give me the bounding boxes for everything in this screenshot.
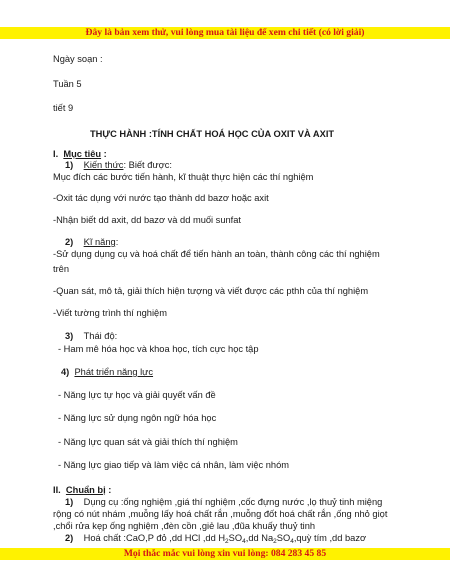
chemicals-text: SO [228,533,243,543]
competency-heading [61,366,153,378]
skills-line: -Viết tường trình thí nghiệm [53,308,167,318]
item-number: 1) [65,160,74,170]
item-number: 4) [61,367,70,377]
competency-line: - Năng lực quan sát và giải thích thí nghiệm [58,437,238,447]
attitude-heading [65,330,117,342]
subscript: 2 [273,538,277,545]
equipment-text: Dụng cụ :ống nghiệm ,giá thí nghiệm ,cốc đựng nước ,lọ thuỷ tinh miệng [83,497,383,507]
prep-date-label: Ngày soạn : [53,54,103,64]
item-number: 1) [65,497,74,507]
section-colon: : [105,485,112,495]
equipment-line: rộng có nút nhám ,muỗng lấy hoá chất rắn ,muỗng đốt hoá chất rắn ,ống nhỏ giọt [53,509,388,519]
chemicals-line [65,532,366,548]
knowledge-heading [65,159,172,171]
item-number: 3) [65,331,74,341]
week-label: Tuần 5 [53,79,82,89]
attitude-label: Thái độ: [83,331,118,341]
skills-rest: : [115,237,119,247]
item-number: 2) [65,237,74,247]
competency-line: - Năng lực tự học và giải quyết vấn đề [58,390,216,400]
skills-line: trên [53,264,70,274]
section-title: Chuẩn bị [65,485,106,495]
knowledge-line: Mục đích các bước tiến hành, kĩ thuật thực hiện các thí nghiệm [53,172,314,182]
preview-banner [0,27,450,39]
equipment-line [65,496,382,508]
chemicals-text: SO [276,533,291,543]
page-title: THỰC HÀNH :TÍNH CHẤT HOÁ HỌC CỦA OXIT VÀ AXIT [90,129,335,139]
section-number: II. [53,485,61,495]
competency-line: - Năng lực giao tiếp và làm việc cá nhân, làm việc nhóm [58,460,290,470]
preview-banner-text: Đây là bản xem thử, vui lòng mua tài liệu để xem chi tiết (có lời giải) [85,27,365,38]
lesson-label: tiết 9 [53,103,74,113]
subscript: 4 [242,538,246,545]
attitude-line: - Ham mê hóa học và khoa học, tích cực học tập [58,344,259,354]
section-preparation-heading [53,484,111,496]
knowledge-line: -Nhận biết dd axit, dd bazơ và dd muối sunfat [53,215,242,225]
skills-line: -Quan sát, mô tả, giải thích hiện tượng và viết được các pthh của thí nghiệm [53,286,369,296]
equipment-line: ,chổi rửa kẹp ống nghiệm ,đèn cồn ,giẻ lau ,đũa khuấy thuỷ tinh [53,521,316,531]
knowledge-line: -Oxit tác dụng với nước tạo thành dd bazơ hoặc axit [53,193,269,203]
contact-banner [0,548,450,560]
skills-heading [65,236,118,248]
knowledge-rest: : Biết được: [123,160,172,170]
section-colon: : [101,149,107,159]
chemicals-text: ,dd Na [245,533,274,543]
chemicals-suffix: ,quỳ tím ,dd bazơ [293,533,367,543]
item-number: 2) [65,533,74,543]
subscript: 2 [225,538,229,545]
contact-banner-text: Mọi thắc mắc vui lòng xin vui lòng: 084 283 45 85 [123,548,327,559]
skills-line: -Sử dụng dụng cụ và hoá chất để tiến hành an toàn, thành công các thí nghiệm [53,249,380,259]
section-number: I. [53,149,59,159]
skills-label: Kĩ năng [83,237,116,247]
chemicals-prefix: Hoá chất :CaO,P đỏ ,dd HCl ,dd H [83,533,226,543]
knowledge-label: Kiến thức [83,160,124,170]
subscript: 4 [290,538,294,545]
section-title: Mục tiêu [63,149,102,159]
competency-label: Phát triển năng lực [74,367,154,377]
competency-line: - Năng lực sử dụng ngôn ngữ hóa học [58,413,217,423]
